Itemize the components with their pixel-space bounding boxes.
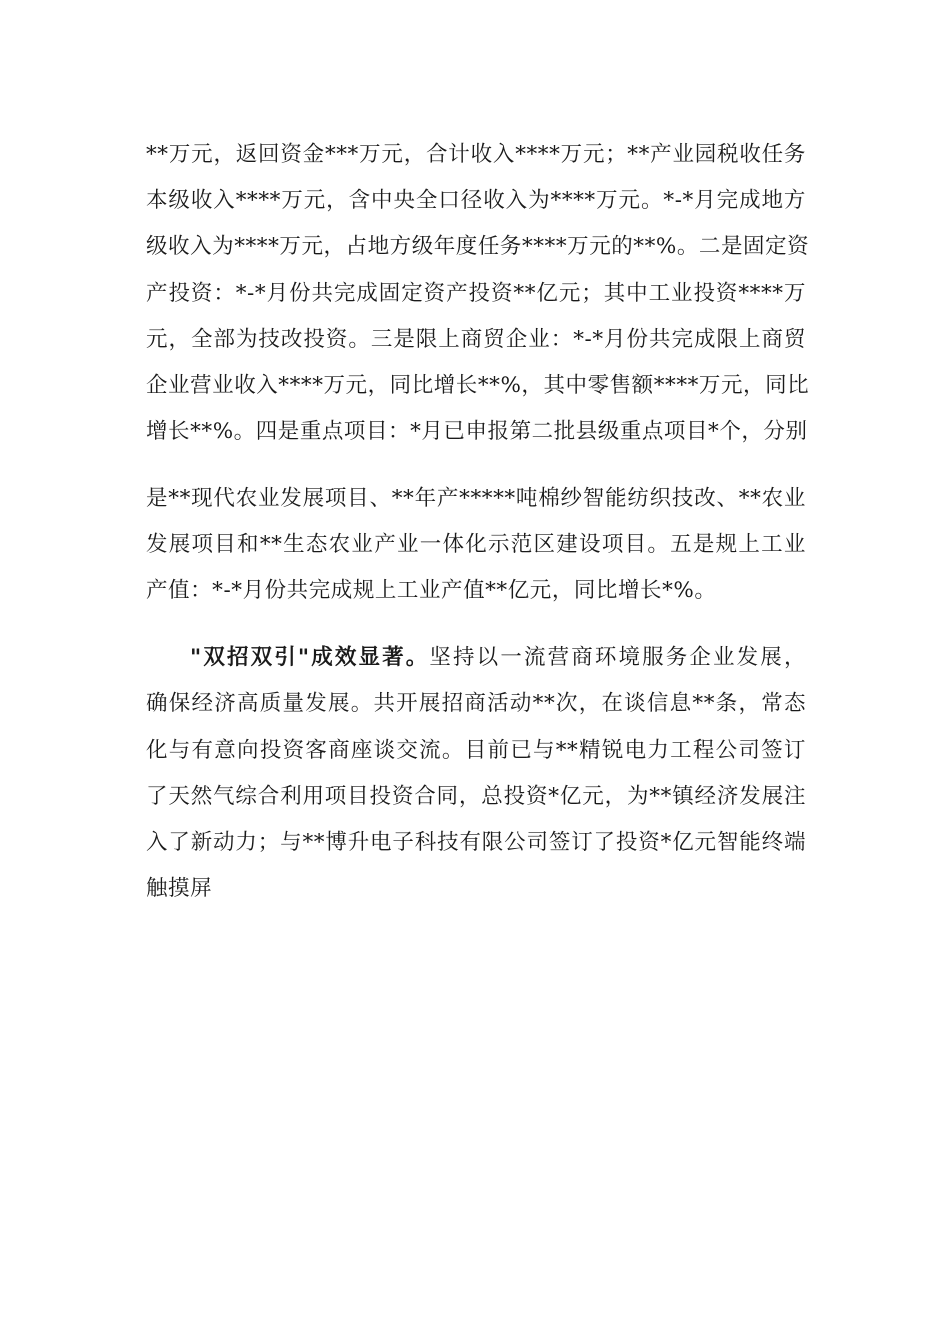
paragraph-1-line-6: 企业营业收入****万元，同比增长**%，其中零售额****万元，同比 [146,373,810,398]
paragraph-2-line-1 [190,643,806,673]
paragraph-1-line-3: 级收入为****万元，占地方级年度任务****万元的**%。二是固定资 [146,234,810,259]
paragraph-1-line-8: 是**现代农业发展项目、**年产*****吨棉纱智能纺织技改、**农业 [146,486,806,511]
paragraph-2-line-6: 触摸屏 [146,876,213,901]
paragraph-2-line-1-text: 坚持以一流营商环境服务企业发展， [429,645,806,670]
paragraph-1-line-1: **万元，返回资金***万元，合计收入****万元；**产业园税收任务 [146,142,806,167]
paragraph-2-line-3: 化与有意向投资客商座谈交流。目前已与**精锐电力工程公司签订 [146,738,806,763]
paragraph-2-heading: "双招双引"成效显著。 [190,645,430,670]
paragraph-1-line-7: 增长**%。四是重点项目：*月已申报第二批县级重点项目*个，分别 [146,419,808,444]
paragraph-2-line-2: 确保经济高质量发展。共开展招商活动**次，在谈信息**条，常态 [146,691,806,716]
paragraph-2-line-4: 了天然气综合利用项目投资合同，总投资*亿元，为**镇经济发展注 [146,784,806,809]
paragraph-1-line-9: 发展项目和**生态农业产业一体化示范区建设项目。五是规上工业 [146,532,806,557]
paragraph-1-line-10: 产值：*-*月份共完成规上工业产值**亿元，同比增长*%。 [146,578,717,603]
paragraph-1-line-5: 元，全部为技改投资。三是限上商贸企业：*-*月份共完成限上商贸 [146,327,806,352]
paragraph-2-line-5: 入了新动力；与**博升电子科技有限公司签订了投资*亿元智能终端 [146,830,806,855]
paragraph-1-line-4: 产投资：*-*月份共完成固定资产投资**亿元；其中工业投资****万 [146,281,806,306]
paragraph-1-line-2: 本级收入****万元，含中央全口径收入为****万元。*-*月完成地方 [146,188,806,213]
